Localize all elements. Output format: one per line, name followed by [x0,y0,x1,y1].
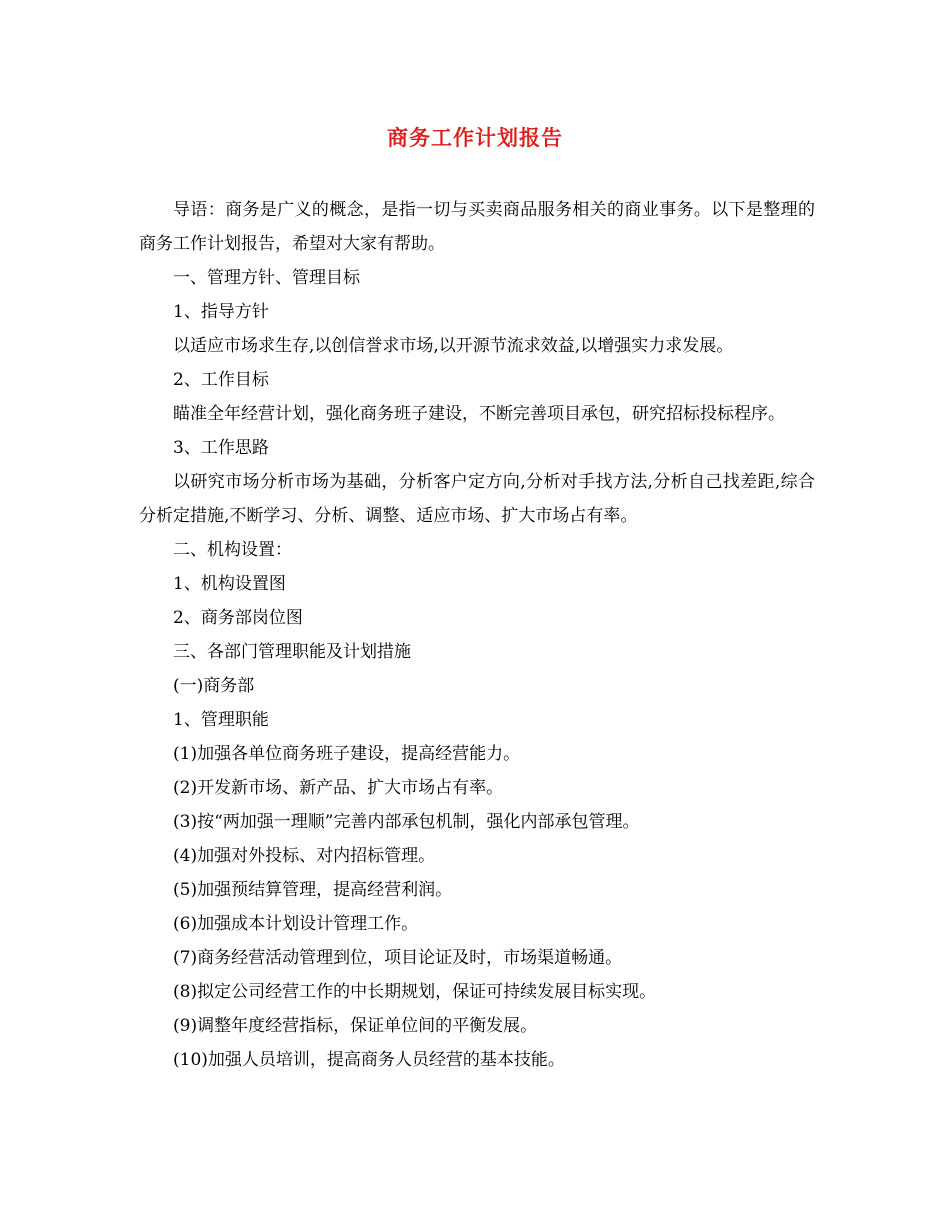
subsection-heading: 1、管理职能 [173,710,269,730]
list-item: (5)加强预结算管理，提高经营利润。 [173,880,453,900]
list-item: (1)加强各单位商务班子建设，提高经营能力。 [173,744,521,764]
paragraph: 以适应市场求生存,以创信誉求市场,以开源节流求效益,以增强实力求发展。 [173,336,734,356]
subsection-heading: 1、指导方针 [173,302,269,322]
list-item: (6)加强成本计划设计管理工作。 [173,914,419,934]
list-item: (10)加强人员培训，提高商务人员经营的基本技能。 [173,1050,565,1070]
document-body [139,193,815,1077]
list-item: 2、商务部岗位图 [173,608,303,628]
list-item: (2)开发新市场、新产品、扩大市场占有率。 [173,778,504,798]
section-heading: 一、管理方针、管理目标 [173,268,360,288]
list-item: (3)按“两加强一理顺”完善内部承包机制，强化内部承包管理。 [173,812,640,832]
paragraph: 以研究市场分析市场为基础，分析客户定方向,分析对手找方法,分析自己找差距,综合分析定措施,不断学习、分析、调整、适应市场、扩大市场占有率。 [139,472,815,526]
list-item: (8)拟定公司经营工作的中长期规划，保证可持续发展目标实现。 [173,982,657,1002]
document-title: 商务工作计划报告 [387,125,563,150]
list-item: 1、机构设置图 [173,574,286,594]
list-item: (4)加强对外投标、对内招标管理。 [173,846,436,866]
section-heading: 三、各部门管理职能及计划措施 [173,642,411,662]
section-heading: 二、机构设置： [173,540,292,560]
list-item: (9)调整年度经营指标，保证单位间的平衡发展。 [173,1016,538,1036]
subsection-heading: 2、工作目标 [173,370,269,390]
paragraph: 导语：商务是广义的概念，是指一切与买卖商品服务相关的商业事务。以下是整理的商务工作计划报告，希望对大家有帮助。 [139,200,815,254]
paragraph: 瞄准全年经营计划，强化商务班子建设，不断完善项目承包，研究招标投标程序。 [173,404,785,424]
list-item: (7)商务经营活动管理到位，项目论证及时，市场渠道畅通。 [173,948,623,968]
subsection-heading: 3、工作思路 [173,438,269,458]
subsection-heading: (一)商务部 [173,676,255,696]
